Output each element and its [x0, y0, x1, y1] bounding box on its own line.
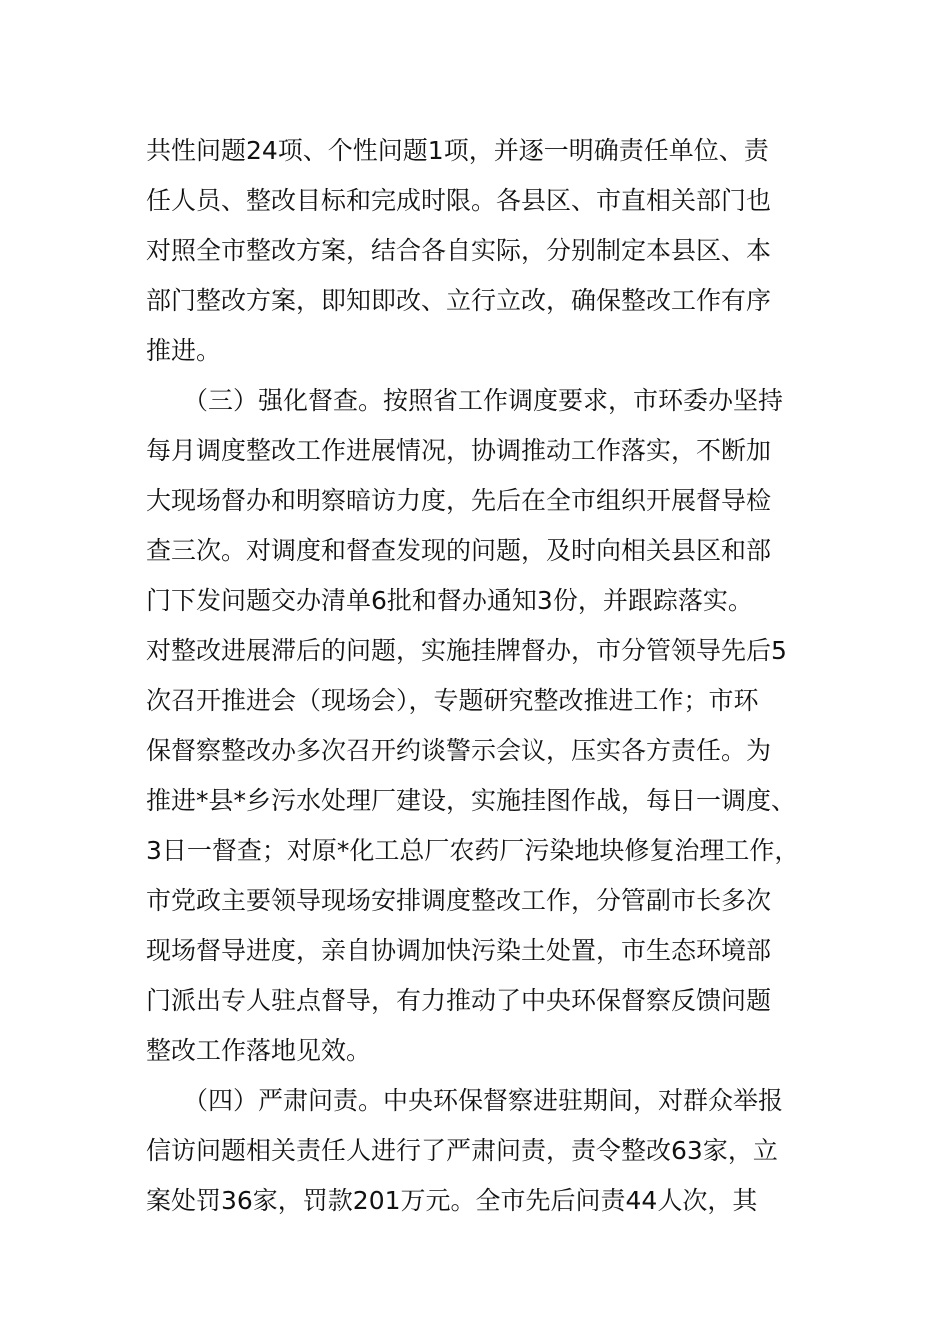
- text-line-7: 每月调度整改工作进展情况，协调推动工作落实，不断加: [146, 436, 772, 465]
- section-heading-3-line: （三）强化督查。按照省工作调度要求，市环委办坚持: [183, 386, 784, 415]
- text-line-8: 大现场督办和明察暗访力度，先后在全市组织开展督导检: [146, 486, 772, 515]
- text-line-11: 对整改进展滞后的问题，实施挂牌督办，市分管领导先后5: [146, 636, 787, 665]
- text-line-17: 现场督导进度，亲自协调加快污染土处置，市生态环境部: [146, 936, 772, 965]
- text-line-22: 案处罚36家，罚款201万元。全市先后问责44人次，其: [146, 1186, 758, 1215]
- text-line-18: 门派出专人驻点督导，有力推动了中央环保督察反馈问题: [146, 986, 772, 1015]
- text-line-1: 共性问题24项、个性问题1项，并逐一明确责任单位、责: [146, 136, 769, 165]
- text-line-14: 推进*县*乡污水处理厂建设，实施挂图作战，每日一调度、: [146, 786, 797, 815]
- text-line-2: 任人员、整改目标和完成时限。各县区、市直相关部门也: [146, 186, 772, 215]
- text-line-9: 查三次。对调度和督查发现的问题，及时向相关县区和部: [146, 536, 772, 565]
- text-line-5: 推进。: [146, 336, 222, 365]
- text-line-4: 部门整改方案，即知即改、立行立改，确保整改工作有序: [146, 286, 772, 315]
- text-line-10: 门下发问题交办清单6批和督办通知3份，并跟踪落实。: [146, 586, 753, 615]
- text-line-21: 信访问题相关责任人进行了严肃问责，责令整改63家，立: [146, 1136, 778, 1165]
- section-heading-4-line: （四）严肃问责。中央环保督察进驻期间，对群众举报: [183, 1086, 784, 1115]
- text-line-12: 次召开推进会（现场会），专题研究整改推进工作；市环: [146, 686, 759, 715]
- text-line-13: 保督察整改办多次召开约谈警示会议，压实各方责任。为: [146, 736, 772, 765]
- text-line-3: 对照全市整改方案，结合各自实际，分别制定本县区、本: [146, 236, 772, 265]
- text-line-15: 3日一督查；对原*化工总厂农药厂污染地块修复治理工作，: [146, 836, 800, 865]
- text-line-19: 整改工作落地见效。: [146, 1036, 372, 1065]
- text-line-16: 市党政主要领导现场安排调度整改工作，分管副市长多次: [146, 886, 772, 915]
